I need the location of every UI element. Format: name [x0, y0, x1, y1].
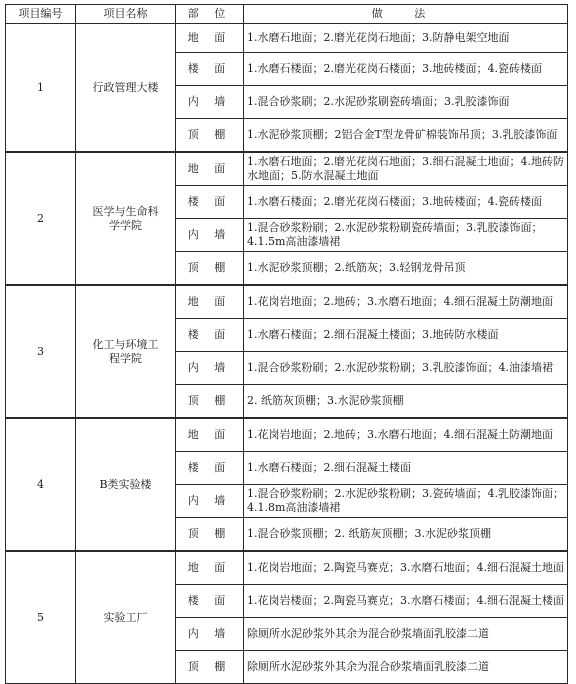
table-row: [6, 551, 568, 585]
header-project-name: 项目名称: [76, 5, 176, 24]
table-row: [6, 418, 568, 452]
header-method: 做 法: [244, 5, 568, 24]
method-cell: 2. 纸筋灰顶棚；3.水泥砂浆顶棚: [244, 385, 568, 419]
part-cell: 顶 棚: [176, 252, 244, 286]
part-cell: 内 墙: [176, 618, 244, 651]
part-cell: 顶 棚: [176, 651, 244, 684]
table-row: [6, 152, 568, 186]
method-cell: 1.水磨石楼面；2.磨光花岗石楼面；3.地砖楼面；4.瓷砖楼面: [244, 186, 568, 219]
method-cell: 1.花岗岩地面；2.陶瓷马赛克；3.水磨石地面；4.细石混凝土地面: [244, 551, 568, 585]
method-cell: 1.混合砂浆粉刷；2.水泥砂浆粉刷；3.乳胶漆饰面；4.油漆墙裙: [244, 352, 568, 385]
method-cell: 1.水磨石地面；2.磨光花岗石地面；3.细石混凝土地面；4.地砖防水地面；5.防水混凝土地面: [244, 152, 568, 186]
method-cell: 除厕所水泥砂浆外其余为混合砂浆墙面乳胶漆二道: [244, 618, 568, 651]
method-cell: 除厕所水泥砂浆外其余为混合砂浆墙面乳胶漆二道: [244, 651, 568, 684]
finishes-table: [5, 4, 568, 684]
table-row: [6, 24, 568, 53]
header-part: 部 位: [176, 5, 244, 24]
part-cell: 顶 棚: [176, 518, 244, 552]
part-cell: 楼 面: [176, 585, 244, 618]
project-name-cell: 医学与生命科学学院: [76, 152, 176, 285]
method-cell: 1.水磨石楼面；2.细石混凝土楼面: [244, 452, 568, 485]
project-name-cell: 实验工厂: [76, 551, 176, 684]
part-cell: 地 面: [176, 24, 244, 53]
method-cell: 1.水泥砂浆顶棚；2铝合金T型龙骨矿棉装饰吊顶；3.乳胶漆饰面: [244, 119, 568, 153]
table-body: [6, 24, 568, 684]
part-cell: 楼 面: [176, 186, 244, 219]
method-cell: 1.水磨石楼面；2.细石混凝土楼面；3.地砖防水楼面: [244, 319, 568, 352]
part-cell: 内 墙: [176, 86, 244, 119]
header-row: [6, 5, 568, 24]
method-cell: 1.花岗岩地面；2.地砖；3.水磨石地面；4.细石混凝土防潮地面: [244, 418, 568, 452]
project-id-cell: 2: [6, 152, 76, 285]
part-cell: 内 墙: [176, 219, 244, 252]
project-id-cell: 5: [6, 551, 76, 684]
part-cell: 顶 棚: [176, 119, 244, 153]
method-cell: 1.混合砂浆顶棚；2. 纸筋灰顶棚；3.水泥砂浆顶棚: [244, 518, 568, 552]
project-name-cell: 行政管理大楼: [76, 24, 176, 153]
header-project-id: 项目编号: [6, 5, 76, 24]
method-cell: 1.混合砂浆粉刷；2.水泥砂浆粉刷；3.瓷砖墙面；4.乳胶漆饰面；4.1.8m高油漆墙裙: [244, 485, 568, 518]
part-cell: 楼 面: [176, 319, 244, 352]
part-cell: 楼 面: [176, 452, 244, 485]
project-id-cell: 3: [6, 285, 76, 418]
project-id-cell: 4: [6, 418, 76, 551]
method-cell: 1.混合砂浆刷；2.水泥砂浆刷瓷砖墙面；3.乳胶漆饰面: [244, 86, 568, 119]
part-cell: 地 面: [176, 285, 244, 319]
method-cell: 1.水泥砂浆顶棚；2.纸筋灰；3.轻钢龙骨吊顶: [244, 252, 568, 286]
part-cell: 内 墙: [176, 352, 244, 385]
method-cell: 1.花岗岩地面；2.地砖；3.水磨石地面；4.细石混凝土防潮地面: [244, 285, 568, 319]
project-id-cell: 1: [6, 24, 76, 153]
part-cell: 地 面: [176, 418, 244, 452]
method-cell: 1.水磨石楼面；2.磨光花岗石楼面；3.地砖楼面；4.瓷砖楼面: [244, 53, 568, 86]
method-cell: 1.混合砂浆粉刷；2.水泥砂浆粉刷瓷砖墙面；3.乳胶漆饰面；4.1.5m高油漆墙裙: [244, 219, 568, 252]
project-name-cell: B类实验楼: [76, 418, 176, 551]
part-cell: 楼 面: [176, 53, 244, 86]
part-cell: 地 面: [176, 551, 244, 585]
method-cell: 1.花岗岩楼面；2.陶瓷马赛克；3.水磨石楼面；4.细石混凝土楼面: [244, 585, 568, 618]
project-name-cell: 化工与环境工程学院: [76, 285, 176, 418]
part-cell: 顶 棚: [176, 385, 244, 419]
part-cell: 地 面: [176, 152, 244, 186]
method-cell: 1.水磨石地面；2.磨光花岗石地面；3.防静电架空地面: [244, 24, 568, 53]
part-cell: 内 墙: [176, 485, 244, 518]
table-row: [6, 285, 568, 319]
